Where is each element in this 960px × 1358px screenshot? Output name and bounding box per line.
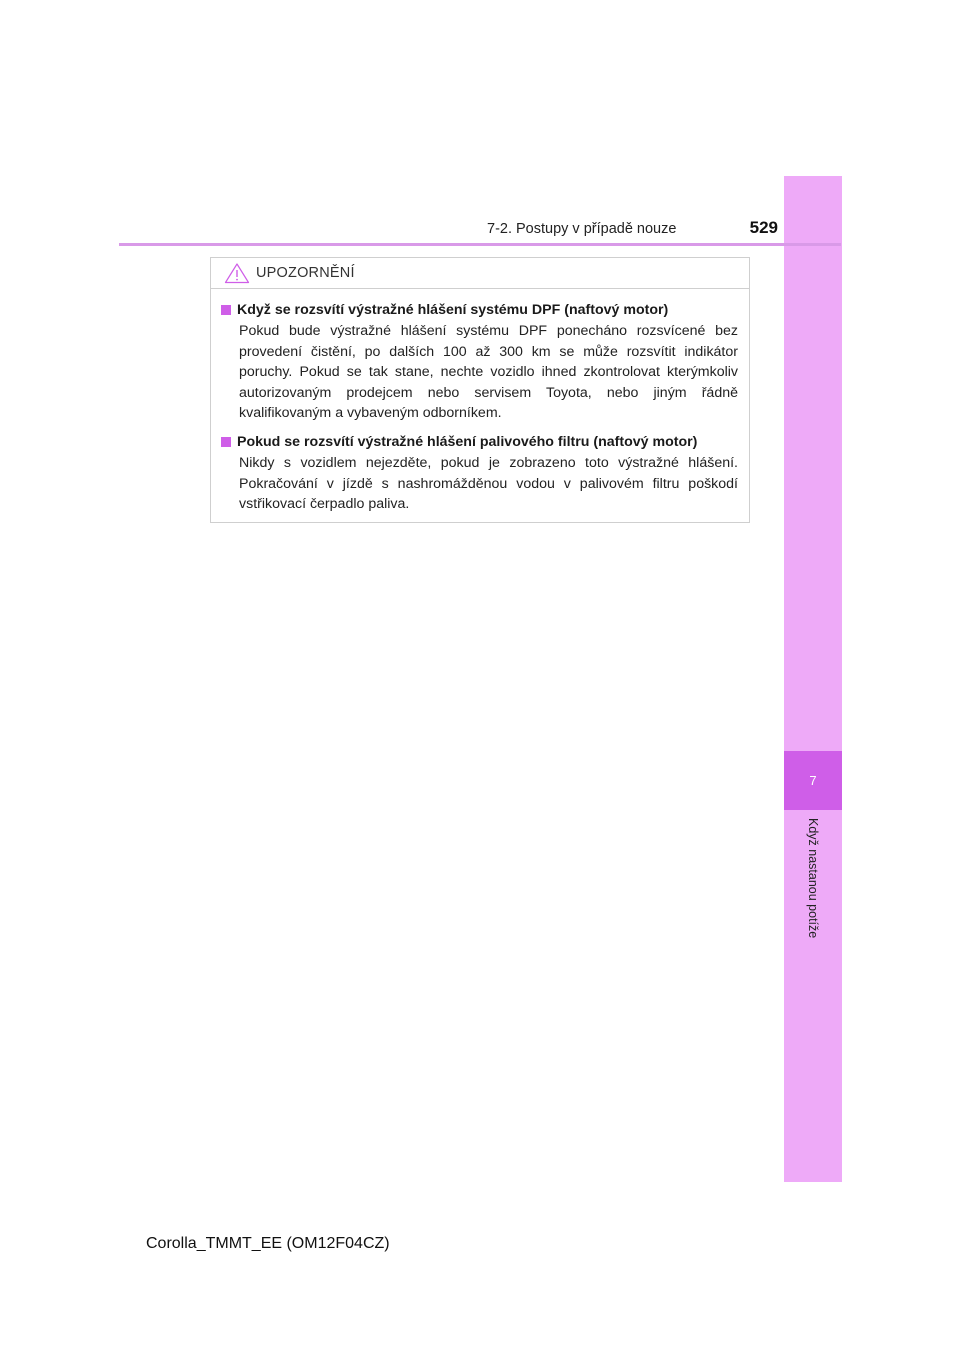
warning-triangle-icon: [224, 262, 250, 284]
warning-item-heading: [221, 299, 738, 321]
chapter-number: 7: [784, 751, 842, 810]
warning-item-heading: [221, 431, 738, 453]
square-bullet-icon: [221, 305, 231, 315]
manual-id: Corolla_TMMT_EE (OM12F04CZ): [146, 1235, 390, 1252]
warning-box: [210, 257, 750, 523]
warning-item-text: Pokud bude výstražné hlášení systému DPF ponecháno rozsvícené bez provedení čistění, po dalších 100 až 300 km se může rozsvítit indikátor poruchy. Pokud se tak stane, nechte vozidlo ihned zkontrolovat kterýmkoliv autorizovaným prodejcem nebo servisem Toyota, nebo jiným řádně kvalifikovaným a vybaveným odborníkem.: [239, 323, 738, 422]
warning-item: [221, 431, 738, 515]
chapter-title: Když nastanou potíže: [806, 818, 820, 939]
warning-item-text: Nikdy s vozidlem nejezděte, pokud je zobrazeno toto výstražné hlášení. Pokračování v jízdě s nashromážděnou vodou v palivovém filtru poškodí vstřikovací čerpadlo paliva.: [239, 454, 738, 513]
header-divider: [119, 243, 841, 246]
warning-body: [211, 289, 749, 515]
warning-item: [221, 299, 738, 424]
warning-item-heading-text: Pokud se rozsvítí výstražné hlášení palivového filtru (naftový motor): [237, 433, 698, 450]
warning-title: UPOZORNĚNÍ: [256, 265, 355, 281]
side-chapter-tab: [784, 176, 842, 1182]
square-bullet-icon: [221, 437, 231, 447]
warning-item-heading-text: Když se rozsvítí výstražné hlášení systému DPF (naftový motor): [237, 302, 669, 318]
warning-header: [211, 258, 749, 289]
section-title: 7-2. Postupy v případě nouze: [487, 221, 677, 237]
page-number: 529: [749, 218, 778, 237]
